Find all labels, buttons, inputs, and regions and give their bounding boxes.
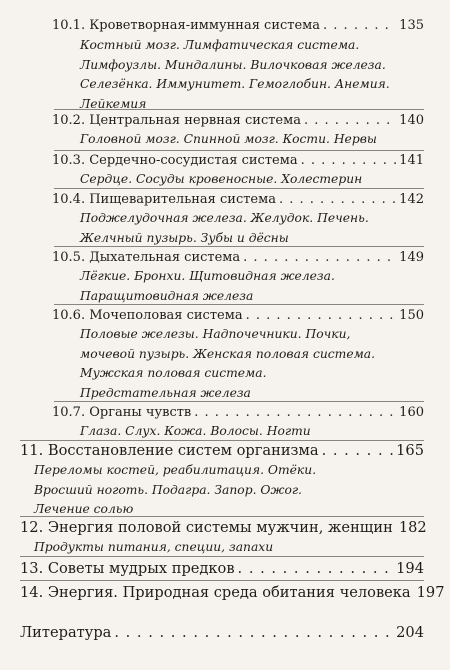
toc-entry-title: 12. Энергия половой системы мужчин, женщин [20,519,393,536]
section-divider [20,516,424,517]
toc-entry-title: 10.3. Сердечно-сосудистая система [52,153,298,168]
toc-page-number: 141 [399,153,424,168]
toc-subtopic: Селезёнка. Иммунитет. Гемоглобин. Анемия. [80,77,390,91]
toc-page-number: 194 [396,560,424,577]
toc-leader-dots [279,192,396,207]
toc-subtopic: Сердце. Сосуды кровеносные. Холестерин [80,172,363,186]
toc-entry-title: 10.5. Дыхательная система [52,250,241,265]
section-divider [54,188,424,189]
section-divider [20,556,424,557]
toc-leader-dots [322,442,394,459]
toc-entry-10-6 [52,308,424,403]
toc-entry-title: 14. Энергия. Природная среда обитания человека [20,584,411,601]
toc-subtopic: Лёгкие. Бронхи. Щитовидная железа. [80,269,335,283]
toc-subtopic: Мужская половая система. [80,366,267,380]
toc-entry-12 [20,519,427,558]
toc-leader-dots [243,250,396,265]
section-divider [54,109,424,110]
toc-subtopic: Лейкемия [80,96,147,111]
section-divider [54,304,424,305]
toc-subtopic: Костный мозг. Лимфатическая система. [80,38,360,52]
toc-entry-title: 10.2. Центральная нервная система [52,113,301,128]
toc-subtopic: Продукты питания, специи, запахи [34,540,274,554]
toc-page-number: 182 [398,519,427,536]
toc-entry-title: 10.7. Органы чувств [52,405,192,420]
toc-page-number: 204 [396,624,424,641]
toc-page-number: 149 [399,250,424,265]
toc-subtopic: Поджелудочная железа. Желудок. Печень. [80,211,369,225]
section-divider [54,150,424,151]
toc-entry-literature [20,624,424,641]
toc-page-number: 160 [399,405,424,420]
toc-subtopic: Предстательная железа [80,385,251,400]
toc-entry-title: 10.4. Пищеварительная система [52,192,276,207]
toc-entry-10-2 [52,113,424,150]
toc-entry-10-4 [52,192,424,248]
toc-subtopic: мочевой пузырь. Женская половая система. [80,346,376,361]
section-divider [54,401,424,402]
toc-leader-dots [114,624,393,641]
toc-entry-10-7 [52,405,424,442]
toc-entry-title: 10.6. Мочеполовая система [52,308,243,323]
toc-subtopic: Желчный пузырь. Зубы и дёсны [80,230,289,245]
section-divider [20,440,424,441]
toc-subtopic: Головной мозг. Спинной мозг. Кости. Нервы [80,132,377,146]
toc-page-number: 142 [399,192,424,207]
toc-entry-13 [20,560,424,577]
toc-subtopic: Лечение солью [34,502,134,516]
toc-entry-10-3 [52,153,424,190]
toc-page-number: 140 [399,113,424,128]
toc-page-number: 150 [399,308,424,323]
toc-subtopic: Половые железы. Надпочечники. Почки, [80,327,351,341]
toc-leader-dots [323,18,396,33]
toc-page-number: 197 [416,584,445,601]
toc-leader-dots [238,560,394,577]
section-divider [20,580,424,581]
toc-leader-dots [301,153,397,168]
toc-subtopic: Паращитовидная железа [80,288,254,303]
toc-leader-dots [194,405,396,420]
toc-entry-title: 11. Восстановление систем организма [20,442,319,459]
toc-entry-14 [20,584,445,601]
toc-entry-10-5 [52,250,424,306]
toc-entry-11 [20,442,424,520]
toc-entry-10-1 [52,18,424,114]
toc-entry-title: 10.1. Кроветворная-иммунная система [52,18,321,33]
toc-subtopic: Вросший ноготь. Подагра. Запор. Ожог. [34,482,302,497]
toc-entry-title: 13. Советы мудрых предков [20,560,235,577]
toc-subtopic: Глаза. Слух. Кожа. Волосы. Ногти [80,424,311,438]
section-divider [54,246,424,247]
toc-page-number: 135 [399,18,424,33]
toc-subtopic: Переломы костей, реабилитация. Отёки. [34,463,317,477]
toc-entry-title: Литература [20,624,112,641]
toc-leader-dots [304,113,396,128]
toc-leader-dots [246,308,397,323]
toc-subtopic: Лимфоузлы. Миндалины. Вилочковая железа. [80,57,386,72]
toc-page-number: 165 [396,442,424,459]
